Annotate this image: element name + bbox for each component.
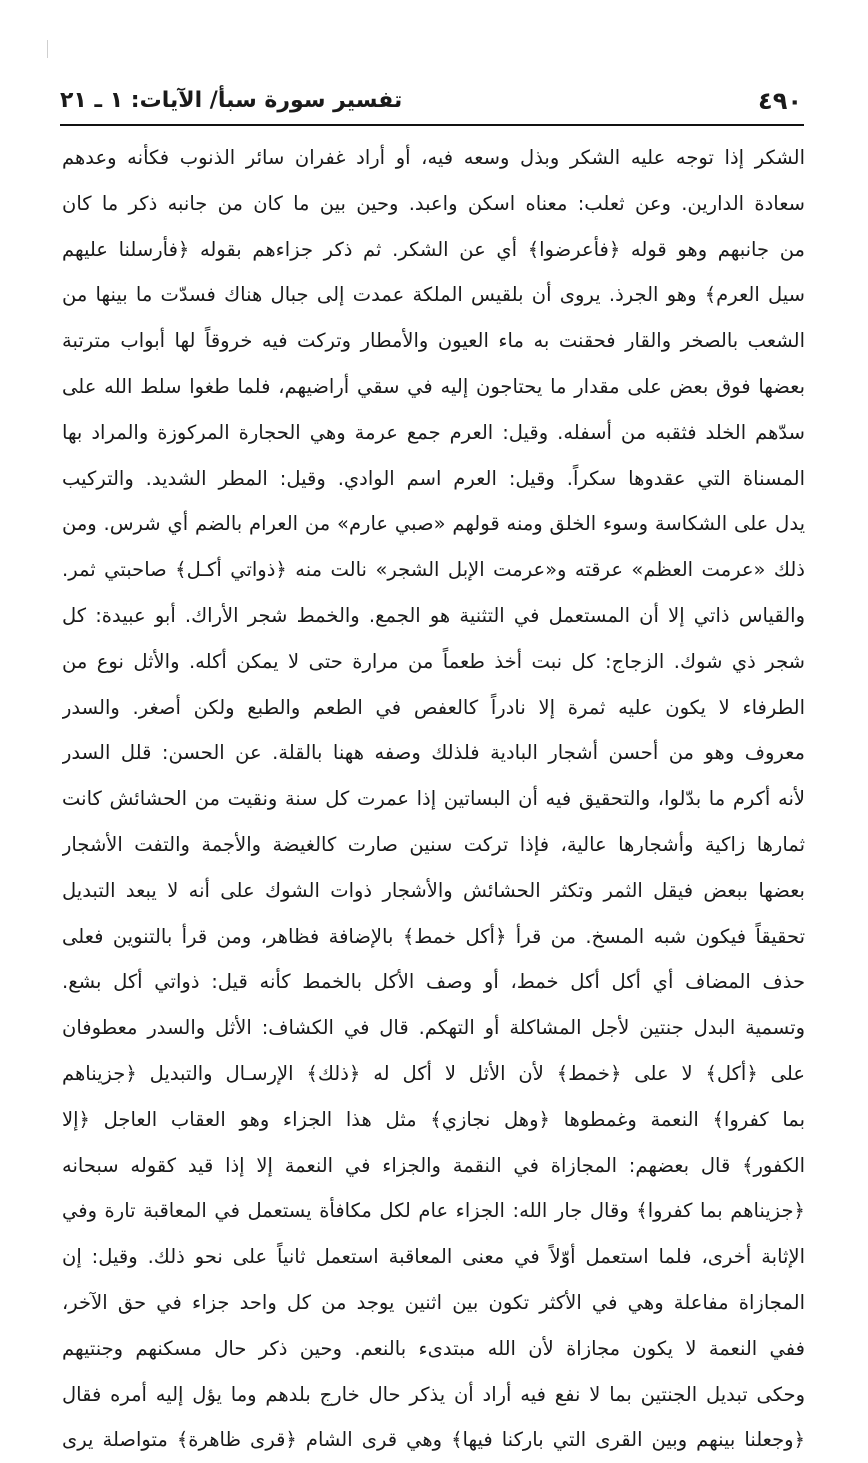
text-line: الكفور﴾ قال بعضهم: المجازاة في النقمة والجزاء في النعمة إلا إذا قيد كقوله سبحانه	[62, 1153, 805, 1177]
text-line: شجر ذي شوك. الزجاج: كل نبت أخذ طعماً من مرارة حتى لا يمكن أكله. والأثل نوع من	[62, 649, 805, 673]
text-line: معروف وهو من أحسن أشجار البادية فلذلك وصفه ههنا بالقلة. عن الحسن: قلل السدر	[62, 741, 805, 765]
text-line: ثمارها زاكية وأشجارها عالية، فإذا تركت سنين صارت كالغيضة والأجمة والتفت الأشجار	[62, 832, 805, 856]
text-line: المسناة التي عقدوها سكراً. وقيل: العرم اسم الوادي. وقيل: المطر الشديد. والتركيب	[62, 466, 805, 490]
text-line: لأنه أكرم ما بدّلوا، والتحقيق فيه أن البساتين إذا عمرت كل سنة ونقيت من الحشائش كانت	[62, 787, 805, 811]
text-line: الشعب بالصخر والقار فحقنت به ماء العيون والأمطار وتركت فيه خروقاً لها أبواب مترتبة	[62, 329, 805, 353]
text-line: يدل على الشكاسة وسوء الخلق ومنه قولهم «صبي عارم» من العرام بالضم أي شرس. ومن	[62, 512, 805, 536]
page-header	[60, 84, 802, 124]
text-line: ﴿وجعلنا بينهم وبين القرى التي باركنا فيها﴾ وهي قرى الشام ﴿قرى ظاهرة﴾ متواصلة يرى	[62, 1428, 805, 1452]
text-line: بعضها ببعض فيقل الثمر وتكثر الحشائش والأشجار ذوات الشوك على أنه لا يبعد التبديل	[62, 878, 805, 902]
text-line: على ﴿أكل﴾ لا على ﴿خمط﴾ لأن الأثل لا أكل له ﴿ذلك﴾ الإرسـال والتبديل ﴿جزيناهم	[62, 1061, 805, 1085]
text-line: المجازاة مفاعلة وهي في الأكثر تكون بين اثنين يوجد من كل واحد جزاء في حق الآخر،	[62, 1290, 805, 1314]
text-line: ففي النعمة لا يكون مجازاة لأن الله مبتدىء بالنعم. وحين ذكر حال مسكنهم وجنتيهم	[62, 1336, 805, 1360]
text-line: وتسمية البدل جنتين لأجل المشاكلة أو التهكم. قال في الكشاف: الأثل والسدر معطوفان	[62, 1016, 805, 1040]
running-title: تفسير سورة سبأ/ الآيات: ١ ـ ٢١	[60, 88, 403, 113]
text-line: حذف المضاف أي أكل أكل خمط، أو وصف الأكل بالخمط كأنه قيل: ذواتي أكل بشع.	[62, 970, 805, 994]
margin-mark	[47, 40, 48, 58]
text-line: وحكى تبديل الجنتين بما لا نفع فيه أراد أن يذكر حال خارج بلدهم وما يؤل إليه أمره فقال	[62, 1382, 805, 1406]
text-line: الإثابة أخرى، فلما استعمل أوّلاً في معنى المعاقبة استعمل ثانياً على نحو ذلك. وقيل: إن	[62, 1245, 805, 1269]
text-line: بما كفروا﴾ النعمة وغمطوها ﴿وهل نجازي﴾ مثل هذا الجزاء وهو العقاب العاجل ﴿إلا	[62, 1107, 805, 1131]
text-line: الطرفاء لا يكون عليه ثمرة إلا نادراً كالعفص في الطعم والطبع ولكن أصغر. والسدر	[62, 695, 805, 719]
text-line: سدّهم الخلد فثقبه من أسفله. وقيل: العرم جمع عرمة وهي الحجارة المركوزة والمراد بها	[62, 420, 805, 444]
header-divider	[60, 124, 804, 126]
text-line: بعضها فوق بعض على مقدار ما يحتاجون إليه في سقي أراضيهم، فلما طغوا سلط الله على	[62, 374, 805, 398]
text-line: سعادة الدارين. وعن ثعلب: معناه اسكن واعبد. وحين بين ما كان من جانبه ذكر ما كان	[62, 191, 805, 215]
text-line: سيل العرم﴾ وهو الجرذ. يروى أن بلقيس الملكة عمدت إلى جبال هناك فسدّت ما بينها من	[62, 283, 805, 307]
text-line: تحقيقاً فيكون شبه المسخ. من قرأ ﴿أكل خمط﴾ بالإضافة فظاهر، ومن قرأ بالتنوين فعلى	[62, 924, 805, 948]
text-line: ﴿جزيناهم بما كفروا﴾ وقال جار الله: الجزاء عام لكل مكافأة يستعمل في المعاقبة تارة وفي	[62, 1199, 805, 1223]
text-line: ذلك «عرمت العظم» عرقته و«عرمت الإبل الشجر» نالت منه ﴿ذواتي أكـل﴾ صاحبتي ثمر.	[62, 558, 805, 582]
text-line: والقياس ذاتي إلا أن المستعمل في التثنية هو الجمع. والخمط شجر الأراك. أبو عبيدة: كل	[62, 603, 805, 627]
body-text	[62, 135, 805, 1463]
text-line: الشكر إذا توجه عليه الشكر وبذل وسعه فيه، أو أراد غفران سائر الذنوب فكأنه وعدهم	[62, 146, 805, 169]
text-line: من جانبهم وهو قوله ﴿فأعرضوا﴾ أي عن الشكر. ثم ذكر جزاءهم بقوله ﴿فأرسلنا عليهم	[62, 237, 805, 261]
page-number: ٤٩٠	[758, 87, 802, 115]
